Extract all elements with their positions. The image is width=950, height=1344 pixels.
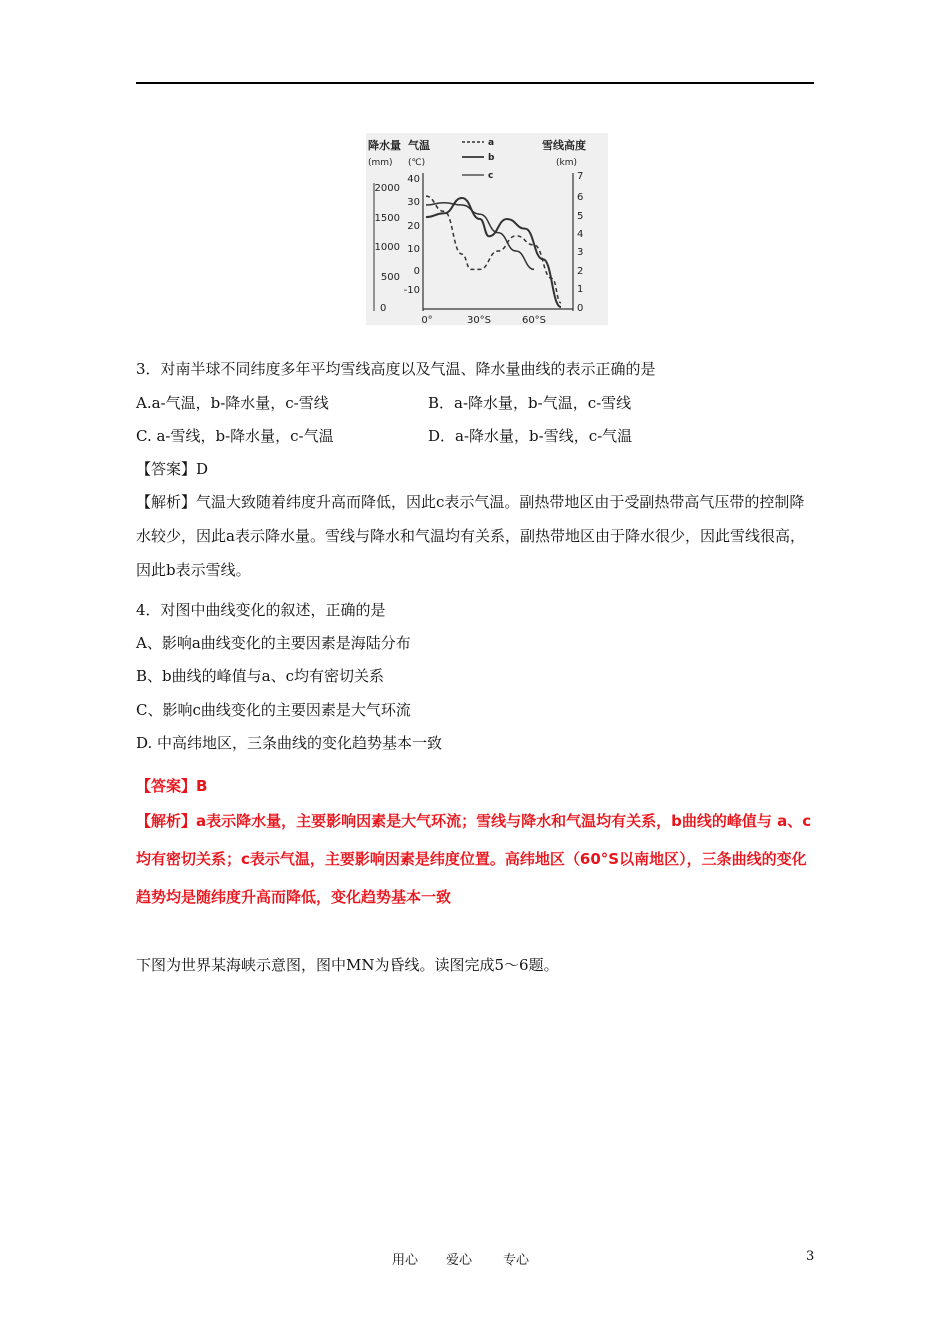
x-tick-0: 0° [421,315,433,325]
x-tick-30s: 30°S [466,315,492,325]
q3-analysis: 【解析】气温大致随着纬度升高而降低，因此c表示气温。副热带地区由于受副热带高气压带的控制降水较少，因此a表示降水量。雪线与降水和气温均有关系，副热带地区由于降水很少，因此雪线很高，因此b表示雪线。 [136,493,805,579]
legend-a-label: a [488,138,495,148]
temp-axis-label: 气温 [408,139,430,152]
snowline-axis-unit: (km) [556,158,578,168]
q4-stem: 4．对图中曲线变化的叙述，正确的是 [136,601,386,619]
next-question-intro: 下图为世界某海峡示意图，图中MN为昏线。读图完成5～6题。 [136,956,559,974]
q3-answer: 【答案】D [136,460,209,478]
q4-answer: 【答案】B [136,777,208,795]
temp-axis-unit: (℃) [408,158,426,168]
q4-option-c: C、影响c曲线变化的主要因素是大气环流 [136,701,411,719]
q3-stem: 3．对南半球不同纬度多年平均雪线高度以及气温、降水量曲线的表示正确的是 [136,360,656,378]
q4-analysis: 【解析】a表示降水量，主要影响因素是大气环流；雪线与降水和气温均有关系，b曲线的峰值与 a、c 均有密切关系；c表示气温，主要影响因素是纬度位置。高纬地区（60°S以南地区），三条曲线的变化趋势均是随纬度升高而降低，变化趋势基本一致 [136,812,812,906]
snow-tick-2: 2 [577,266,584,277]
q3-option-c: C. a-雪线，b-降水量，c-气温 [136,427,334,445]
q3-option-b: B．a-降水量，b-气温，c-雪线 [428,394,632,412]
q4-option-a: A、影响a曲线变化的主要因素是海陆分布 [136,634,411,652]
temp-tick-minus10: -10 [403,285,420,296]
q4-option-d: D. 中高纬地区，三条曲线的变化趋势基本一致 [136,734,443,752]
climate-chart-figure [366,133,608,325]
q3-option-a: A.a-气温，b-降水量，c-雪线 [136,394,329,412]
precip-axis-label: 降水量 [368,139,401,152]
temp-tick-40: 40 [407,174,420,185]
page-number: 3 [806,1249,815,1264]
precip-tick-0: 0 [380,303,387,314]
precip-tick-500: 500 [380,272,400,283]
footer-text-3: 专心 [503,1253,530,1268]
q4-option-b: B、b曲线的峰值与a、c均有密切关系 [136,667,384,685]
x-tick-60s: 60°S [521,315,547,325]
snow-tick-3: 3 [577,247,584,258]
footer-text-1: 用心 [392,1253,419,1268]
snow-tick-7: 7 [577,171,584,182]
snow-tick-0: 0 [577,303,584,314]
precip-tick-2000: 2000 [374,183,400,194]
snow-tick-6: 6 [577,192,584,203]
precip-axis-unit: (mm) [368,158,393,168]
snow-tick-1: 1 [577,284,584,295]
climate-chart [366,133,608,325]
temp-tick-0: 0 [413,266,420,277]
precip-tick-1000: 1000 [374,242,400,253]
snow-tick-5: 5 [577,211,584,222]
legend-b-label: b [488,153,495,163]
footer-text-2: 爱心 [446,1253,473,1268]
temp-tick-30: 30 [407,197,420,208]
snowline-axis-label: 雪线高度 [542,139,586,152]
temp-tick-10: 10 [407,244,420,255]
q3-option-d: D．a-降水量，b-雪线，c-气温 [428,427,633,445]
header-rule [136,82,814,84]
temp-tick-20: 20 [407,221,420,232]
precip-tick-1500: 1500 [374,213,400,224]
snow-tick-4: 4 [577,229,584,240]
legend-c-label: c [488,171,494,181]
chart-curves [426,196,561,307]
